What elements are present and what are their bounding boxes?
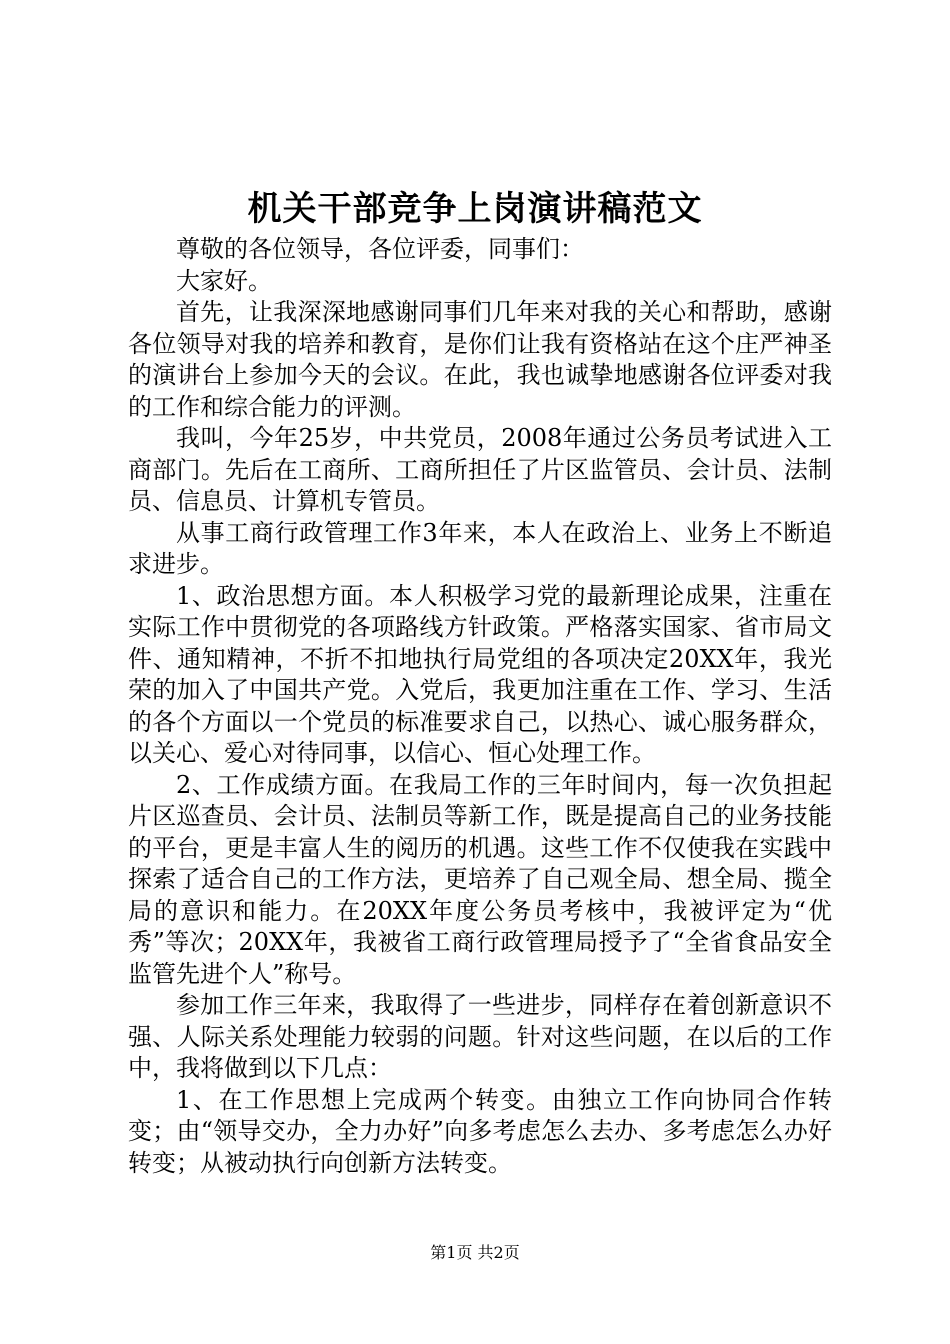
paragraph-greeting: 大家好。 xyxy=(176,266,272,295)
paragraph-career: 从事工商行政管理工作3年来，本人在政治上、业务上不断追求进步。 xyxy=(128,518,832,578)
paragraph-salutation: 尊敬的各位领导，各位评委，同事们： xyxy=(176,235,584,263)
paragraph-plan-1: 1、在工作思想上完成两个转变。由独立工作向协同合作转变；由“领导交办，全力办好”向多考虑怎么去办、多考虑怎么办好转变；从被动执行向创新方法转变。 xyxy=(128,1085,832,1177)
document-title: 机关干部竞争上岗演讲稿范文 xyxy=(247,189,703,229)
paragraph-shortcomings: 参加工作三年来，我取得了一些进步，同样存在着创新意识不强、人际关系处理能力较弱的问题。针对这些问题，在以后的工作中，我将做到以下几点： xyxy=(128,991,832,1082)
paragraph-political: 1、政治思想方面。本人积极学习党的最新理论成果，注重在实际工作中贯彻党的各项路线方针政策。严格落实国家、省市局文件、通知精神，不折不扣地执行局党组的各项决定20XX年，我光荣的加入了中国共产党。入党后，我更加注重在工作、学习、生活的各个方面以一个党员的标准要求自己，以热心、诚心服务群众，以关心、爱心对待同事，以信心、恒心处理工作。 xyxy=(128,581,832,767)
page-number: 第1页 共2页 xyxy=(430,1243,520,1262)
document-body xyxy=(128,234,832,1179)
paragraph-achievements: 2、工作成绩方面。在我局工作的三年时间内，每一次负担起片区巡查员、会计员、法制员等新工作，既是提高自己的业务技能的平台，更是丰富人生的阅历的机遇。这些工作不仅使我在实践中探索了适合自己的工作方法，更培养了自己观全局、想全局、揽全局的意识和能力。在20XX年度公务员考核中，我被评定为“优秀”等次；20XX年，我被省工商行政管理局授予了“全省食品安全监管先进个人”称号。 xyxy=(128,770,832,988)
paragraph-thanks: 首先，让我深深地感谢同事们几年来对我的关心和帮助，感谢各位领导对我的培养和教育，是你们让我有资格站在这个庄严神圣的演讲台上参加今天的会议。在此，我也诚挚地感谢各位评委对我的工作和综合能力的评测。 xyxy=(128,298,832,421)
paragraph-introduction: 我叫，今年25岁，中共党员，2008年通过公务员考试进入工商部门。先后在工商所、工商所担任了片区监管员、会计员、法制员、信息员、计算机专管员。 xyxy=(128,424,832,515)
